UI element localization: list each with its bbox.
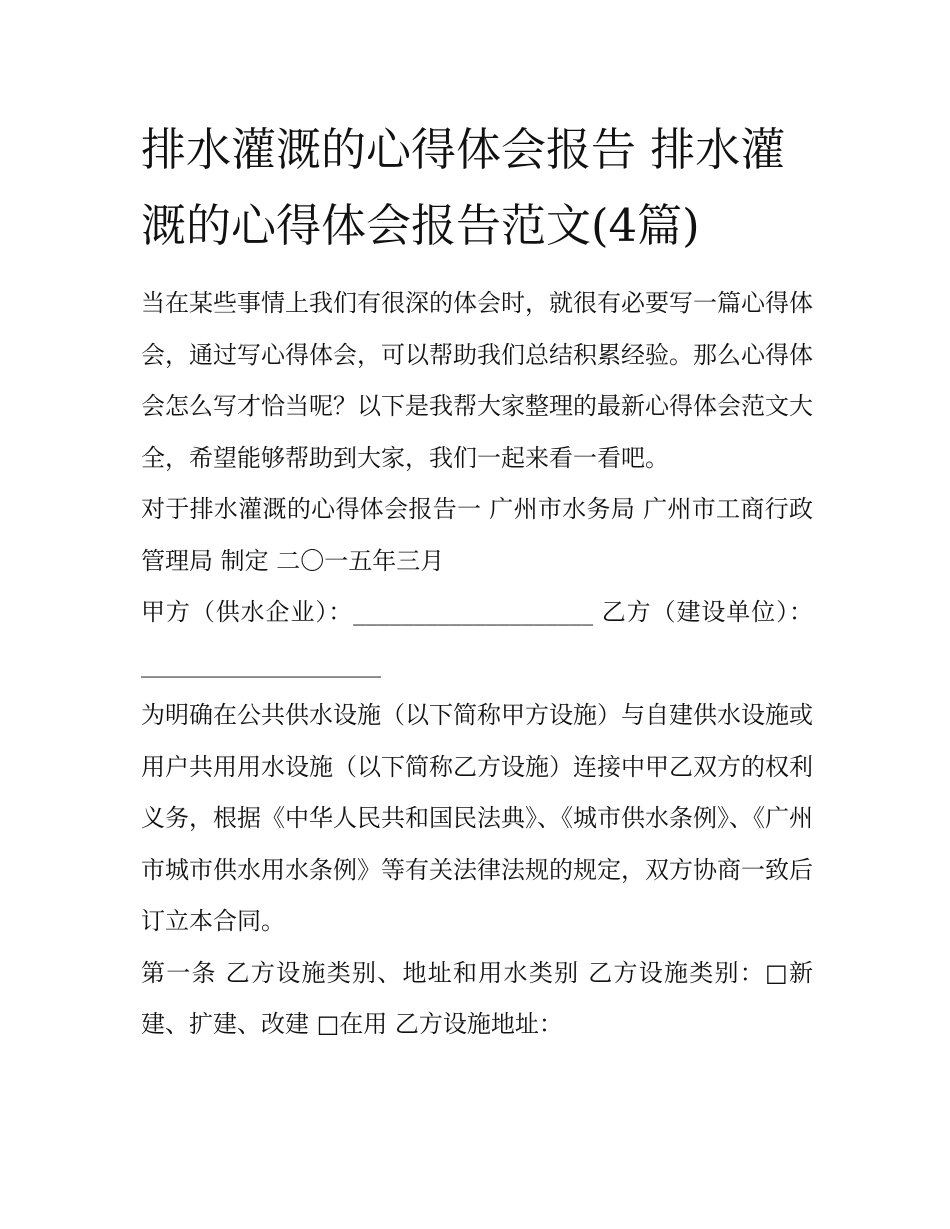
parties-paragraph: 甲方（供水企业）：____________________ 乙方（建设单位）：____________________ <box>141 598 813 678</box>
purpose-paragraph: 为明确在公共供水设施（以下简称甲方设施）与自建供水设施或用户共用用水设施（以下简称乙方设施）连接中甲乙双方的权利义务，根据《中华人民共和国民法典》、《城市供水条例》、《广州市城市供水用水条例》等有关法律法规的规定，双方协商一致后订立本合同。 <box>141 701 813 935</box>
report-heading-paragraph: 对于排水灌溉的心得体会报告一 广州市水务局 广州市工商行政管理局 制定 二〇一五年三月 <box>141 495 813 575</box>
article-one-paragraph: 第一条 乙方设施类别、地址和用水类别 乙方设施类别：□新建、扩建、改建 □在用 乙方设施地址： <box>141 958 813 1038</box>
document-title: 排水灌溉的心得体会报告 排水灌溉的心得体会报告范文(4篇) <box>141 123 786 252</box>
document-body <box>141 112 813 1051</box>
intro-paragraph: 当在某些事情上我们有很深的体会时，就很有必要写一篇心得体会，通过写心得体会，可以帮助我们总结积累经验。那么心得体会怎么写才恰当呢？以下是我帮大家整理的最新心得体会范文大全，希望能够帮助到大家，我们一起来看一看吧。 <box>141 289 813 472</box>
